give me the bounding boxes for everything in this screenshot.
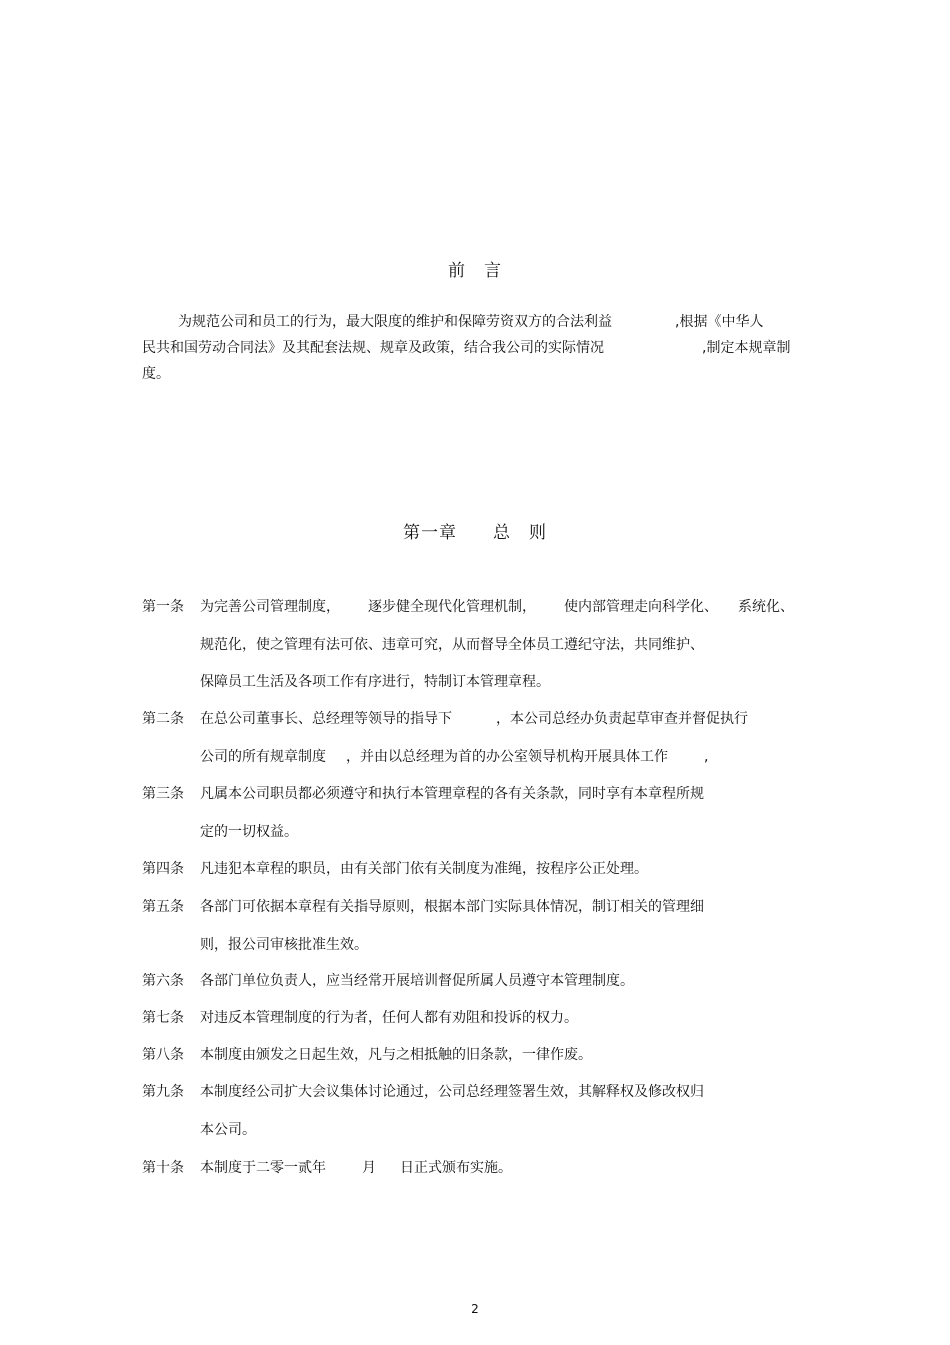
article-10 [142, 1158, 822, 1196]
article-number: 第五条 [142, 899, 184, 915]
article-text: 凡违犯本章程的职员，由有关部门依有关制度为准绳，按程序公正处理。 [200, 861, 648, 877]
article-line [142, 935, 822, 973]
article-line [142, 859, 822, 897]
preface-title [0, 256, 950, 281]
article-line [142, 1082, 822, 1120]
chapter-number: 第一章 [403, 523, 457, 543]
article-1-segment-3: 使内部管理走向科学化、 [564, 599, 718, 615]
article-number: 第十条 [142, 1160, 184, 1176]
preface-line-3-text: 度。 [142, 366, 170, 382]
chapter-title [0, 518, 950, 543]
preface-title-char-2: 言 [484, 261, 502, 281]
article-text [200, 597, 794, 617]
article-9 [142, 1082, 822, 1157]
article-line [142, 1120, 822, 1158]
article-text: 凡属本公司职员都必须遵守和执行本管理章程的各有关条款，同时享有本章程所规 [200, 786, 704, 802]
article-number: 第八条 [142, 1047, 184, 1063]
article-line [142, 971, 822, 1009]
article-line [142, 897, 822, 935]
article-7 [142, 1008, 822, 1046]
article-4 [142, 859, 822, 897]
article-2-segment-2: ，本公司总经办负责起草审查并督促执行 [496, 711, 748, 727]
article-line [142, 597, 822, 635]
article-text: 则，报公司审核批准生效。 [200, 936, 368, 953]
article-text [200, 1158, 512, 1178]
article-1-segment-1: 为完善公司管理制度， [200, 599, 340, 615]
article-line [142, 1045, 822, 1083]
article-number: 第四条 [142, 861, 184, 877]
article-text: 规范化，使之管理有法可依、违章可究，从而督导全体员工遵纪守法，共同维护、 [200, 636, 704, 653]
preface-line-3 [142, 361, 810, 387]
article-2 [142, 709, 822, 784]
article-10-segment-3: 日正式颁布实施。 [400, 1160, 512, 1176]
preface-line-2-right: ,制定本规章制 [702, 340, 791, 356]
chapter-title-char-1: 总 [493, 523, 511, 543]
article-2-segment-4: ，并由以总经理为首的办公室领导机构开展具体工作 [346, 748, 668, 765]
preface-line-1-right: ,根据《中华人 [675, 314, 764, 330]
article-line [142, 784, 822, 822]
article-number: 第七条 [142, 1010, 184, 1026]
article-2-segment-1: 在总公司董事长、总经理等领导的指导下 [200, 711, 452, 727]
article-number: 第一条 [142, 599, 184, 615]
article-text: 保障员工生活及各项工作有序进行，特制订本管理章程。 [200, 674, 550, 690]
article-text: 本公司。 [200, 1121, 256, 1138]
article-line [142, 822, 822, 860]
article-2-segment-3: 公司的所有规章制度 [200, 748, 326, 765]
article-3 [142, 784, 822, 859]
article-text: 定的一切权益。 [200, 823, 298, 840]
page-number: 2 [471, 1302, 479, 1316]
article-number: 第九条 [142, 1084, 184, 1100]
article-1 [142, 597, 822, 710]
article-text: 本制度由颁发之日起生效，凡与之相抵触的旧条款，一律作废。 [200, 1047, 592, 1063]
article-line [142, 672, 822, 710]
article-2-segment-5: , [704, 748, 709, 765]
article-text [200, 709, 748, 729]
article-1-segment-2: 逐步健全现代化管理机制， [368, 599, 536, 615]
article-text: 各部门可依据本章程有关指导原则，根据本部门实际具体情况，制订相关的管理细 [200, 899, 704, 915]
article-number: 第二条 [142, 711, 184, 727]
preface-line-1 [142, 309, 810, 335]
preface-line-1-left: 为规范公司和员工的行为，最大限度的维护和保障劳资双方的合法利益 [178, 314, 612, 330]
article-10-segment-2: 月 [362, 1160, 376, 1176]
article-line [142, 1158, 822, 1196]
preface-line-2 [142, 335, 810, 361]
article-5 [142, 897, 822, 972]
article-8 [142, 1045, 822, 1083]
article-6 [142, 971, 822, 1009]
preface-title-char-1: 前 [448, 261, 466, 281]
article-number: 第三条 [142, 786, 184, 802]
article-line [142, 635, 822, 673]
article-text: 各部门单位负责人，应当经常开展培训督促所属人员遵守本管理制度。 [200, 973, 634, 989]
preface-paragraph [142, 309, 810, 387]
article-line [142, 709, 822, 747]
preface-line-2-left: 民共和国劳动合同法》及其配套法规、规章及政策，结合我公司的实际情况 [142, 340, 604, 356]
article-line [142, 747, 822, 785]
article-1-segment-4: 系统化、 [738, 599, 794, 615]
article-text: 本制度经公司扩大会议集体讨论通过，公司总经理签署生效，其解释权及修改权归 [200, 1084, 704, 1100]
article-text: 对违反本管理制度的行为者，任何人都有劝阻和投诉的权力。 [200, 1010, 578, 1026]
article-number: 第六条 [142, 973, 184, 989]
article-10-segment-1: 本制度于二零一贰年 [200, 1160, 326, 1176]
chapter-title-char-2: 则 [529, 523, 547, 543]
article-text [200, 747, 708, 767]
article-line [142, 1008, 822, 1046]
